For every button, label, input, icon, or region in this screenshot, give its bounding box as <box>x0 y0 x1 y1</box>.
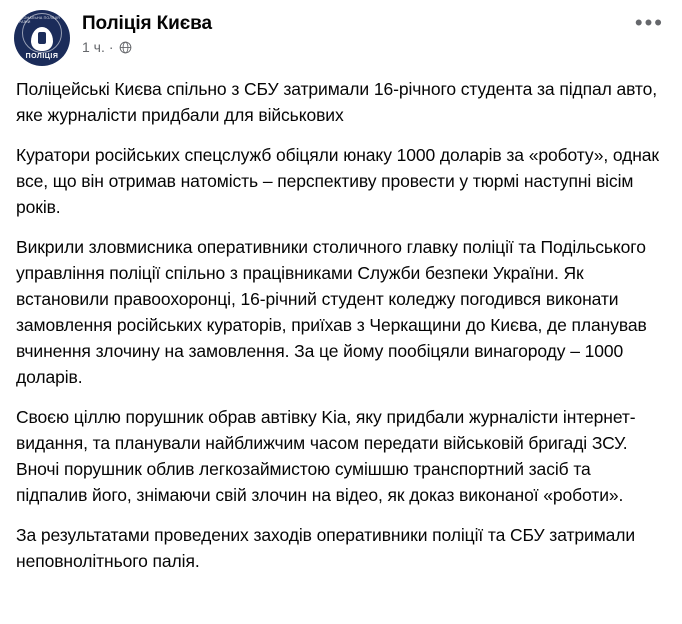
avatar-subword: НАЦІОНАЛЬНА ПОЛІЦІЯ УКРАЇНИ <box>14 16 60 24</box>
post-paragraph: Поліцейські Києва спільно з СБУ затримали 16-річного студента за підпал авто, яке журналісти придбали для військових <box>16 79 658 125</box>
post-options-button[interactable]: ••• <box>634 10 664 35</box>
post-paragraph: Куратори російських спецслужб обіцяли юнаку 1000 доларів за «роботу», однак все, що він отримав натомість – перспективу провести у тюрмі наступні вісім років. <box>16 145 659 217</box>
avatar[interactable] <box>14 10 70 66</box>
post-header-text <box>82 10 625 55</box>
post-paragraph: За результатами проведених заходів оперативники поліції та СБУ затримали неповнолітнього палія. <box>16 525 636 571</box>
page-title[interactable]: Поліція Києва <box>82 13 212 34</box>
avatar-word: ПОЛІЦІЯ <box>25 53 59 60</box>
police-crest-icon <box>31 27 53 51</box>
post-meta <box>82 39 625 55</box>
meta-separator: · <box>108 39 114 55</box>
post-body <box>14 76 668 574</box>
globe-icon[interactable] <box>119 41 132 54</box>
post-paragraph: Своєю ціллю порушник обрав автівку Kia, яку придбали журналісти інтернет-видання, та планували найближчим часом передати військовій бригаді ЗСУ. Вночі порушник облив легкозаймистою сумішшю транспортний засіб та підпалив його, знімаючи свій злочин на відео, як доказ виконаної «роботи». <box>16 407 636 505</box>
post-header <box>14 10 668 66</box>
post-paragraph: Викрили зловмисника оперативники столичного главку поліції та Подільського управління поліції спільно з працівниками Служби безпеки України. Як встановили правоохоронці, 16-річний студент коледжу погодився виконати замовлення російських кураторів, приїхав з Черкащини до Києва, де планував вчинення злочину на замовлення. За це йому пообіцяли винагороду – 1000 доларів. <box>16 237 647 387</box>
post-timestamp[interactable]: 1 ч. <box>82 39 105 55</box>
